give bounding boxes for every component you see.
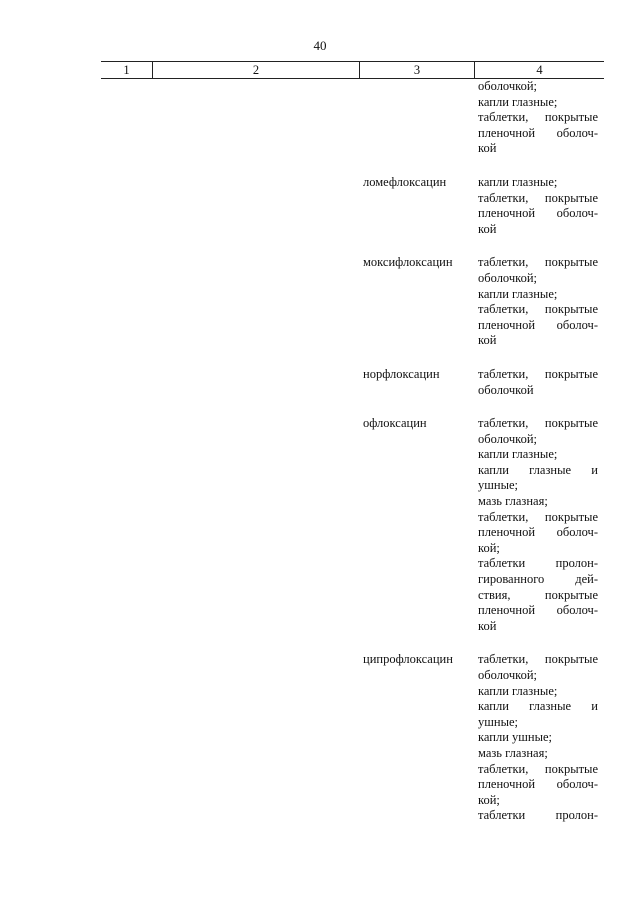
dosage-form-line: оболочкой; — [478, 270, 537, 285]
table-row — [0, 175, 640, 237]
drug-name: офлоксацин — [363, 416, 427, 431]
dosage-form-line: ствия, покрытые — [478, 587, 598, 602]
dosage-form-line: кой — [478, 333, 497, 348]
drug-name: норфлоксацин — [363, 366, 440, 381]
table-row — [0, 367, 640, 398]
dosage-form-line: капли глазные; — [478, 286, 558, 301]
dosage-form-line: пленочной оболоч- — [478, 603, 598, 618]
page-number: 40 — [313, 38, 327, 53]
dosage-form-line: капли глазные; — [478, 94, 558, 109]
dosage-form-line: оболочкой; — [478, 668, 537, 682]
dosage-form-line: таблетки, покрытые — [478, 190, 598, 205]
dosage-forms-cell — [478, 175, 598, 237]
dosage-form-line: гированного дей- — [478, 572, 598, 587]
dosage-form-line: оболочкой; — [478, 431, 537, 446]
dosage-form-line: таблетки, покрытые — [478, 509, 598, 524]
dosage-form-line: таблетки, покрытые — [478, 255, 598, 270]
dosage-form-line: таблетки, покрытые — [478, 416, 598, 431]
table-body — [0, 79, 640, 824]
column-header-3: 3 — [359, 62, 474, 78]
dosage-form-line: пленочной оболоч- — [478, 206, 598, 221]
dosage-form-line: капли глазные и — [478, 699, 598, 714]
row-spacer — [0, 349, 640, 367]
row-spacer — [0, 157, 640, 175]
column-header-1: 1 — [123, 63, 130, 77]
drug-name: ципрофлоксацин — [363, 652, 453, 667]
dosage-form-line: кой — [478, 618, 497, 633]
dosage-form-line: таблетки, покрытые — [478, 761, 598, 776]
dosage-form-line: оболочкой — [478, 382, 534, 397]
dosage-form-line: капли глазные; — [478, 447, 558, 462]
dosage-form-line: пленочной оболоч- — [478, 317, 598, 332]
row-spacer — [0, 634, 640, 652]
dosage-form-line: кой; — [478, 792, 500, 807]
dosage-form-line: капли глазные; — [478, 174, 558, 189]
dosage-forms-cell — [478, 79, 598, 157]
drug-name: моксифлоксацин — [363, 255, 453, 270]
dosage-form-line: капли ушные; — [478, 730, 552, 745]
dosage-form-line: таблетки пролон- — [478, 808, 598, 823]
table-header-row — [101, 61, 604, 79]
dosage-form-line: пленочной оболоч- — [478, 125, 598, 140]
drug-name: ломефлоксацин — [363, 174, 447, 189]
dosage-forms-cell — [478, 652, 598, 824]
dosage-form-line: таблетки, покрытые — [478, 302, 598, 317]
dosage-form-line: ушные; — [478, 478, 518, 493]
dosage-form-line: пленочной оболоч- — [478, 777, 598, 792]
dosage-form-line: таблетки, покрытые — [478, 366, 598, 381]
dosage-form-line: пленочной оболоч- — [478, 525, 598, 540]
table-row — [0, 255, 640, 349]
dosage-form-line: таблетки, покрытые — [478, 110, 598, 125]
dosage-form-line: кой — [478, 221, 497, 236]
column-header-2: 2 — [152, 62, 359, 78]
table-row — [0, 416, 640, 634]
dosage-form-line: мазь глазная; — [478, 745, 548, 760]
table-rows — [0, 157, 640, 824]
column-header-4: 4 — [474, 62, 604, 78]
dosage-form-line: таблетки пролон- — [478, 556, 598, 571]
dosage-form-line: оболочкой; — [478, 79, 537, 93]
row-spacer — [0, 237, 640, 255]
dosage-forms-cell — [478, 255, 598, 349]
dosage-form-line: мазь глазная; — [478, 494, 548, 509]
dosage-form-line: капли глазные и — [478, 462, 598, 477]
dosage-form-line: капли глазные; — [478, 683, 558, 698]
dosage-forms-cell — [478, 416, 598, 634]
dosage-form-line: ушные; — [478, 714, 518, 729]
row-spacer — [0, 398, 640, 416]
dosage-form-line: кой — [478, 141, 497, 156]
dosage-form-line: кой; — [478, 540, 500, 555]
dosage-forms-cell — [478, 367, 598, 398]
dosage-form-line: таблетки, покрытые — [478, 652, 598, 667]
table-row-continuation — [0, 79, 640, 157]
table-row — [0, 652, 640, 824]
